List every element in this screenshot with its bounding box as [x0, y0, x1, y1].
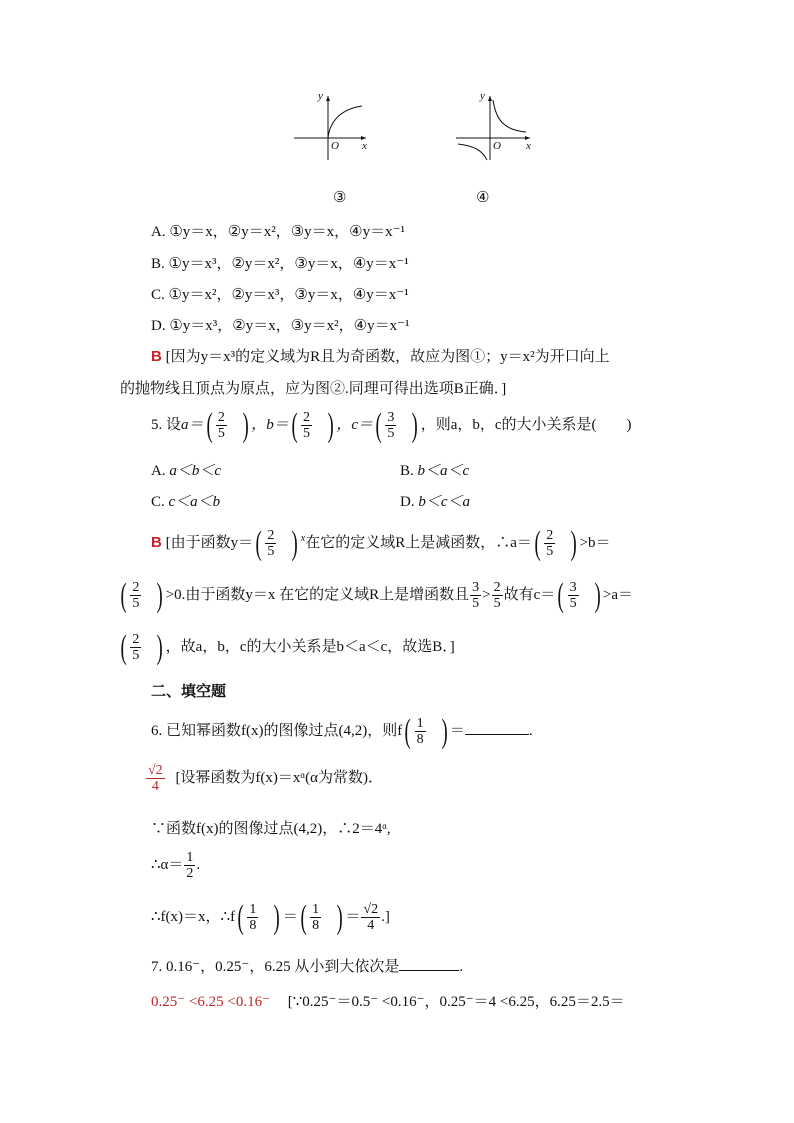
graph-4-caption: ④	[476, 190, 490, 206]
q4-option-a: A. ①y＝x，②y＝x²，③y＝x，④y＝x⁻¹	[151, 224, 406, 240]
q5-option-a: A. a＜b＜c	[151, 463, 222, 479]
graph-3-svg	[290, 92, 370, 162]
q5-solution-line3: ( $\frac{2}{5}$ ) ，故a，b，c的大小关系是b＜a＜c，故选B．]	[120, 628, 455, 666]
q5-solution-line2: ( $\frac{2}{5}$ ) >0.由于函数y＝x 在它的定义域R上是增函数且 $\frac{3}{5}$ > $\frac{2}{5}$ 故有c＝( $\frac{3}{5}$ ) >a＝	[120, 576, 634, 614]
q5-solution-line1: B [由于函数y＝( $\frac{2}{5}$ ) $^x$在它的定义域R上是减函数，∴a＝( $\frac{2}{5}$ ) >b＝	[151, 524, 611, 562]
q5-option-b: B. b＜a＜c	[400, 463, 470, 479]
graph-4-y-label: y	[480, 90, 485, 102]
q4-option-d: D. ①y＝x³，②y＝x，③y＝x²，④y＝x⁻¹	[151, 318, 410, 334]
q6-solution-line3: ∴α＝ $\frac{1}{2}$ .	[151, 850, 201, 881]
graph-4	[452, 92, 534, 162]
q7-answer: 0.25⁻ <6.25 <0.16⁻	[151, 994, 271, 1010]
q5-option-d: D. b＜c＜a	[400, 494, 471, 510]
q6-solution-line1: $\frac{√2}{4}$ [设幂函数为f(x)＝xᵅ(α为常数)．	[148, 763, 383, 794]
graph-3	[290, 92, 370, 162]
graph-3-origin: O	[331, 140, 339, 152]
q5-stem: 5. 设a＝( $\frac{2}{5}$ ) ，b＝( $\frac{2}{5}$ ) ，c＝( $\frac{3}{5}$ ) ，则a，b，c的大小关系是( )	[151, 406, 632, 444]
q6-solution-line2: ∵函数f(x)的图像过点(4,2)，∴2＝4ᵅ,	[151, 821, 391, 837]
q4-explanation-line2: 的抛物线且顶点为原点，应为图②.同理可得出选项B正确．]	[120, 381, 507, 397]
q4-option-b: B. ①y＝x³，②y＝x²，③y＝x，④y＝x⁻¹	[151, 256, 409, 272]
q6-blank[interactable]	[465, 734, 529, 735]
graph-3-y-label: y	[318, 90, 323, 102]
q5-option-c: C. c＜a＜b	[151, 494, 221, 510]
q6-stem: 6. 已知幂函数f(x)的图像过点(4,2)，则f( $\frac{1}{8}$ ) ＝ .	[151, 712, 533, 750]
section-title: 二、填空题	[151, 683, 227, 700]
q5-answer: B	[151, 533, 162, 551]
graph-3-x-label: x	[362, 140, 367, 152]
q7-stem: 7. 0.16⁻，0.25⁻，6.25 从小到大依次是 .	[151, 959, 464, 975]
q7-blank[interactable]	[399, 970, 459, 971]
graph-4-origin: O	[493, 140, 501, 152]
q7-solution: 0.25⁻ <6.25 <0.16⁻ [∵0.25⁻＝0.5⁻ <0.16⁻，0.25⁻＝4 <6.25，6.25＝2.5＝	[151, 994, 625, 1010]
q4-explanation-line1: B [因为y＝x³的定义域为R且为奇函数，故应为图①；y＝x²为开口向上	[151, 348, 610, 365]
graph-4-x-label: x	[526, 140, 531, 152]
q6-solution-line4: ∴f(x)＝x，∴f( $\frac{1}{8}$ ) ＝( $\frac{1}{8}$ ) ＝ $\frac{√2}{4}$ .]	[151, 898, 390, 936]
q6-answer: $\frac{√2}{4}$	[148, 763, 163, 794]
q4-option-c: C. ①y＝x²，②y＝x³，③y＝x，④y＝x⁻¹	[151, 287, 409, 303]
graph-3-caption: ③	[333, 190, 347, 206]
q4-answer: B	[151, 348, 162, 365]
